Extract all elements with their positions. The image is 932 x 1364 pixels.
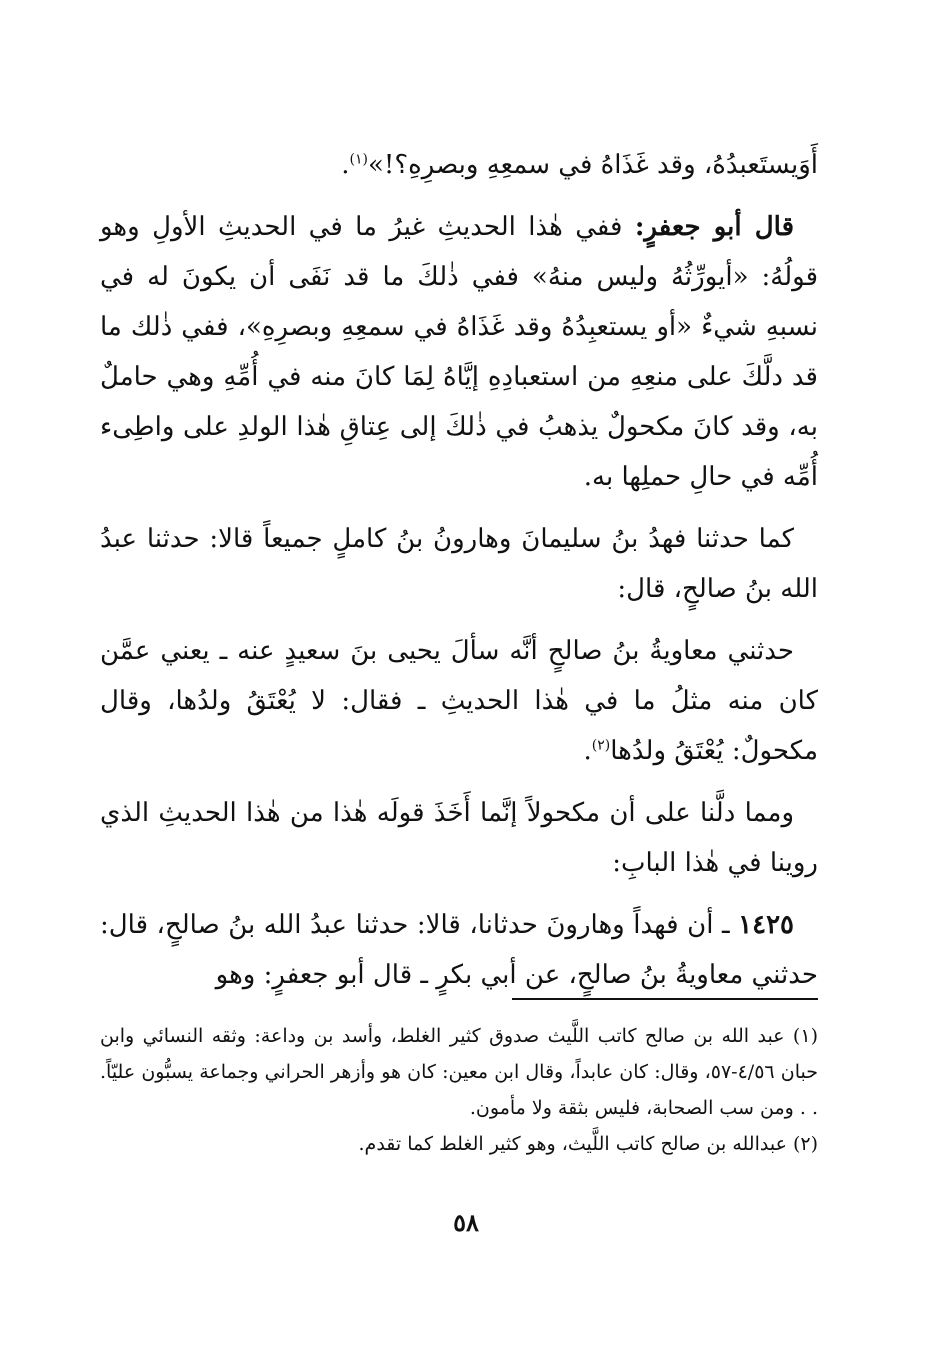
paragraph-2 <box>100 514 818 614</box>
paragraph-1-lead: قال أبو جعفرٍ: <box>634 212 794 242</box>
footnotes <box>100 1018 818 1162</box>
footnote-divider <box>512 998 818 1000</box>
paragraph-4-text: ومما دلَّنا على أن مكحولاً إنَّما أَخَذَ قولَه هٰذا من هٰذا الحديثِ الذي روينا في هٰذا البابِ: <box>100 798 818 878</box>
footnote-1: (١) عبد الله بن صالح كاتب اللَّيث صدوق كثير الغلط، وأسد بن وداعة: وثقه النسائي وابن حبان ٤/٥٦-٥٧، وقال: كان عابداً، وقال ابن معين: كان هو وأزهر الحراني وجماعة يسبُّون عليّاً. . . ومن سب الصحابة، فليس بثقة ولا مأمون. <box>100 1025 818 1119</box>
footnote-ref-1[interactable]: (١) <box>349 151 368 168</box>
paragraph-1-text: ففي هٰذا الحديثِ غيرُ ما في الحديثِ الأولِ وهو قولُهُ: «أيورِّثُهُ وليس منهُ» ففي ذٰلكَ ما قد نَفَى أن يكونَ له في نسبهِ شيءٌ «أو يستعبِدُهُ وقد غَذَاهُ في سمعِهِ وبصرِهِ»، ففي ذٰلك ما قد دلَّكَ على منعِهِ من استعبادِهِ إيَّاهُ لِمَا كانَ منه في أُمِّهِ وهي حاملٌ به، وقد كانَ مكحولٌ يذهبُ في ذٰلكَ إلى عِتاقِ هٰذا الولدِ على واطِىء أُمِّه في حالِ حملِها به. <box>100 212 818 492</box>
footnote-ref-2[interactable]: (٢) <box>591 737 611 754</box>
paragraph-5-text: ـ أن فهداً وهارونَ حدثانا، قالا: حدثنا عبدُ الله بنُ صالحٍ، قال: حدثني معاويةُ بنُ صالحٍ، عن أبي بكرٍ ـ قال أبو جعفرٍ: وهو <box>100 910 818 990</box>
paragraph-3 <box>100 626 818 776</box>
paragraph-4 <box>100 788 818 888</box>
main-text <box>100 140 818 1012</box>
paragraph-0-text: أَوَيستَعبدُهُ، وقد غَذَاهُ في سمعِهِ وبصرِهِ؟!» <box>367 150 818 180</box>
paragraph-1 <box>100 202 818 502</box>
paragraph-3-end: . <box>583 736 592 766</box>
paragraph-5 <box>100 900 818 1000</box>
paragraph-0-end: . <box>341 150 350 180</box>
page-number: ٥٨ <box>453 1208 479 1237</box>
hadith-number: ١٤٢٥ <box>738 910 794 940</box>
paragraph-3-text: حدثني معاويةُ بنُ صالحٍ أنَّه سألَ يحيى بنَ سعيدٍ عنه ـ يعني عمَّن كان منه مثلُ ما في هٰذا الحديثِ ـ فقال: لا يُعْتَقُ ولدُها، وقال مكحولٌ: يُعْتَقُ ولدُها <box>100 636 818 766</box>
paragraph-0 <box>100 140 818 190</box>
footnote-2: (٢) عبدالله بن صالح كاتب اللَّيث، وهو كثير الغلط كما تقدم. <box>358 1133 818 1155</box>
paragraph-2-text: كما حدثنا فهدُ بنُ سليمانَ وهارونُ بنُ كاملٍ جميعاً قالا: حدثنا عبدُ الله بنُ صالحٍ، قال: <box>100 524 818 604</box>
